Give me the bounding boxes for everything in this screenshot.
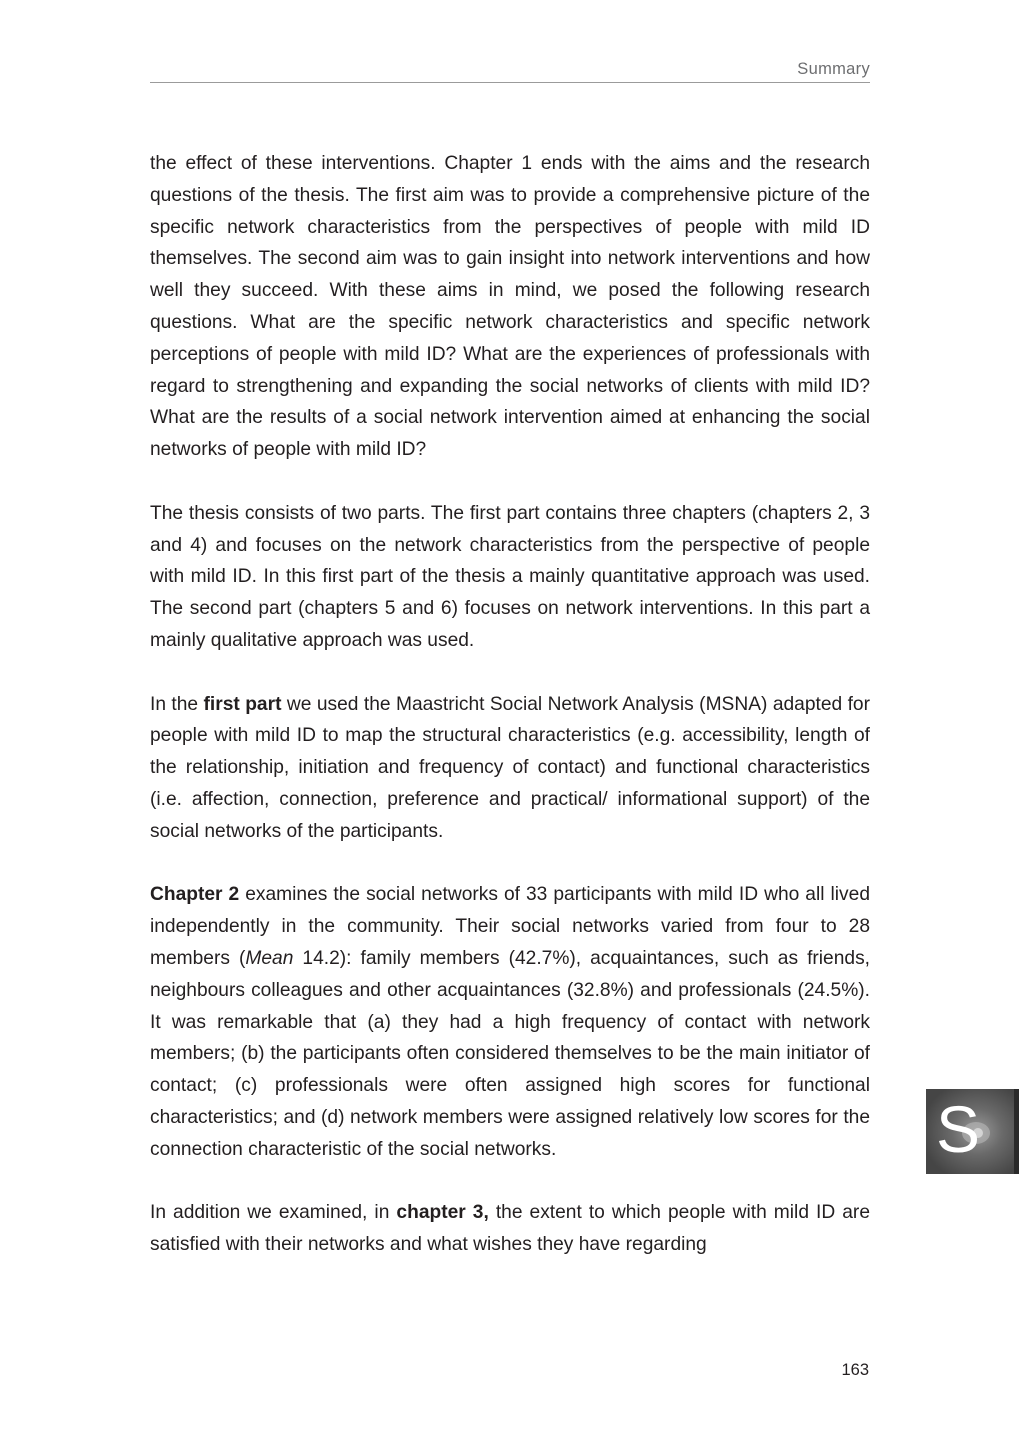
section-thumb-tab <box>926 1089 1019 1174</box>
paragraph-aims <box>150 148 870 466</box>
paragraph-thesis-structure <box>150 498 870 657</box>
body-text <box>150 148 870 1293</box>
chapter-2-heading: Chapter 2 <box>150 884 240 906</box>
section-tab-edge <box>1014 1089 1019 1174</box>
paragraph-chapter-2 <box>150 879 870 1165</box>
paragraph-thesis-structure-text: The thesis consists of two parts. The first part contains three chapters (chapters 2, 3 and 4) and focuses on the network characteristics from the perspective of people with mild ID. In this first part of the thesis a mainly quantitative approach was used. The second part (chapters 5 and 6) focuses on network interventions. In this part a mainly qualitative approach was used. <box>150 502 870 651</box>
chapter-3-lead: In addition we examined, in <box>150 1202 397 1224</box>
header-rule <box>150 82 870 83</box>
chapter-2-text-b: 14.2): family members (42.7%), acquaintances, such as friends, neighbours colleagues and other acquaintances (32.8%) and professionals (24.5%). It was remarkable that (a) they had a high frequency of contact with network members; (b) the participants often considered themselves to be the main initiator of contact; (c) professionals were often assigned high scores for functional characteristics; and (d) network members were assigned relatively low scores for the connection characteristic of the social networks. <box>150 947 870 1160</box>
section-letter: S <box>936 1092 981 1166</box>
page-number: 163 <box>841 1361 869 1379</box>
first-part-rest: we used the Maastricht Social Network Analysis (MSNA) adapted for people with mild ID to map the structural characteristics (e.g. accessibility, length of the relationship, initiation and frequency of contact) and functional characteristics (i.e. affection, connection, preference and practical/ informational support) of the social networks of the participants. <box>150 693 870 842</box>
paragraph-chapter-3 <box>150 1197 870 1261</box>
chapter-3-bold: chapter 3, <box>396 1202 489 1224</box>
first-part-bold: first part <box>203 693 282 715</box>
paragraph-aims-text: the effect of these interventions. Chapter 1 ends with the aims and the research questions of the thesis. The first aim was to provide a comprehensive picture of the specific network characteristics from the perspectives of people with mild ID themselves. The second aim was to gain insight into network interventions and how well they succeed. With these aims in mind, we posed the following research questions. What are the specific network characteristics and specific network perceptions of people with mild ID? What are the experiences of professionals with regard to strengthening and expanding the social networks of clients with mild ID? What are the results of a social network intervention aimed at enhancing the social networks of people with mild ID? <box>150 153 870 461</box>
chapter-2-text-a: examines the social networks of 33 participants with mild ID who all lived independently in the community. Their social networks varied from four to 28 members ( <box>150 884 870 969</box>
running-header: Summary <box>797 60 870 78</box>
paragraph-first-part <box>150 689 870 848</box>
chapter-3-rest: the extent to which people with mild ID are satisfied with their networks and what wishes they have regarding <box>150 1202 870 1256</box>
first-part-lead: In the <box>150 693 204 715</box>
chapter-2-mean-italic: Mean <box>245 947 294 969</box>
